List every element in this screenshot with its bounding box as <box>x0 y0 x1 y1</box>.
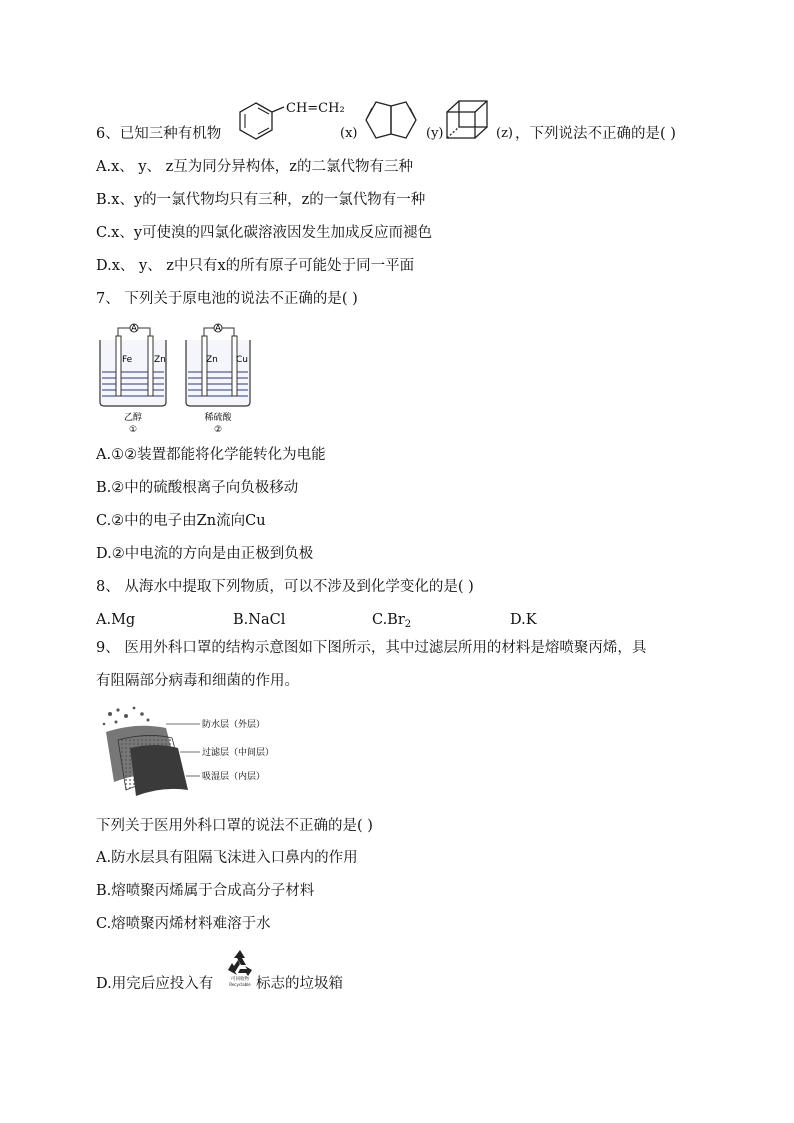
cell-2-solution: 稀硫酸 <box>204 413 232 423</box>
recycle-text-cn: 可回收物 <box>231 977 249 982</box>
q6-stem-suffix: ，下列说法不正确的是( ) <box>515 126 676 142</box>
layer-inner-label: 吸湿层（内层） <box>202 772 266 782</box>
layer-outer-label: 防水层（外层） <box>202 720 266 730</box>
cell-2-right-electrode: Cu <box>236 355 248 365</box>
cell-2-number: ② <box>213 425 223 435</box>
q9-stem-line2: 有阻隔部分病毒和细菌的作用。 <box>96 673 299 689</box>
q8-option-d: D.K <box>510 612 537 628</box>
q8-option-c-text: C.Br <box>372 612 405 628</box>
q6-option-b: B.x、y的一氯代物均只有三种，z的一氯代物有一种 <box>96 192 426 208</box>
cell-1-left-electrode: Fe <box>122 355 133 365</box>
x-formula-label: CH=CH₂ <box>286 101 345 116</box>
cell-1-solution: 乙醇 <box>123 413 143 423</box>
q7-stem: 7、 下列关于原电池的说法不正确的是( ) <box>96 291 358 307</box>
q7-option-c: C.②中的电子由Zn流向Cu <box>96 513 266 529</box>
z-label: (z) <box>496 126 513 141</box>
q9-stem-line1: 9、 医用外科口罩的结构示意图如下图所示，其中过滤层所用的材料是熔喷聚丙烯，具 <box>96 640 647 656</box>
q9-question: 下列关于医用外科口罩的说法不正确的是( ) <box>96 818 373 834</box>
q6-option-a: A.x、 y、 z互为同分异构体，z的二氯代物有三种 <box>96 159 413 175</box>
q8-stem: 8、 从海水中提取下列物质，可以不涉及到化学变化的是( ) <box>96 579 474 595</box>
q6-stem-prefix: 6、已知三种有机物 <box>96 126 222 142</box>
cubane-structure <box>444 98 496 142</box>
cell-1-meter: A <box>130 324 138 334</box>
mask-layers-figure <box>96 702 306 798</box>
x-label: (x) <box>340 126 358 141</box>
pentalene-structure <box>358 100 428 140</box>
q8-option-b: B.NaCl <box>233 612 286 628</box>
q8-options <box>96 610 596 632</box>
q8-option-a: A.Mg <box>96 612 136 628</box>
cell-1-right-electrode: Zn <box>154 355 166 365</box>
q9-option-d-suffix: 标志的垃圾箱 <box>256 976 343 992</box>
cell-2-meter: A <box>214 324 222 334</box>
cell-1-number: ① <box>128 425 138 435</box>
cell-1 <box>100 324 166 435</box>
q7-option-d: D.②中电流的方向是由正极到负极 <box>96 546 314 562</box>
q9-option-c: C.熔喷聚丙烯材料难溶于水 <box>96 916 271 932</box>
q7-option-b: B.②中的硫酸根离子向负极移动 <box>96 480 299 496</box>
q8-option-c-subscript: 2 <box>404 619 412 630</box>
layer-middle-label: 过滤层（中间层） <box>202 748 275 758</box>
q7-option-a: A.①②装置都能将化学能转化为电能 <box>96 447 326 463</box>
q6-option-c: C.x、y可使溴的四氯化碳溶液因发生加成反应而褪色 <box>96 225 433 241</box>
q9-option-b: B.熔喷聚丙烯属于合成高分子材料 <box>96 883 315 899</box>
q6-option-d: D.x、 y、 z中只有x的所有原子可能处于同一平面 <box>96 258 415 274</box>
q9-option-a: A.防水层具有阻隔飞沫进入口鼻内的作用 <box>96 850 358 866</box>
galvanic-cells-figure <box>96 318 256 436</box>
cell-2 <box>186 324 250 435</box>
q9-option-d-prefix: D.用完后应投入有 <box>96 976 214 992</box>
q8-option-c <box>372 610 411 635</box>
recycle-text-en: Recyclable <box>229 982 251 987</box>
cell-2-left-electrode: Zn <box>206 355 218 365</box>
y-label: (y) <box>426 126 444 141</box>
recycle-icon <box>224 948 256 988</box>
